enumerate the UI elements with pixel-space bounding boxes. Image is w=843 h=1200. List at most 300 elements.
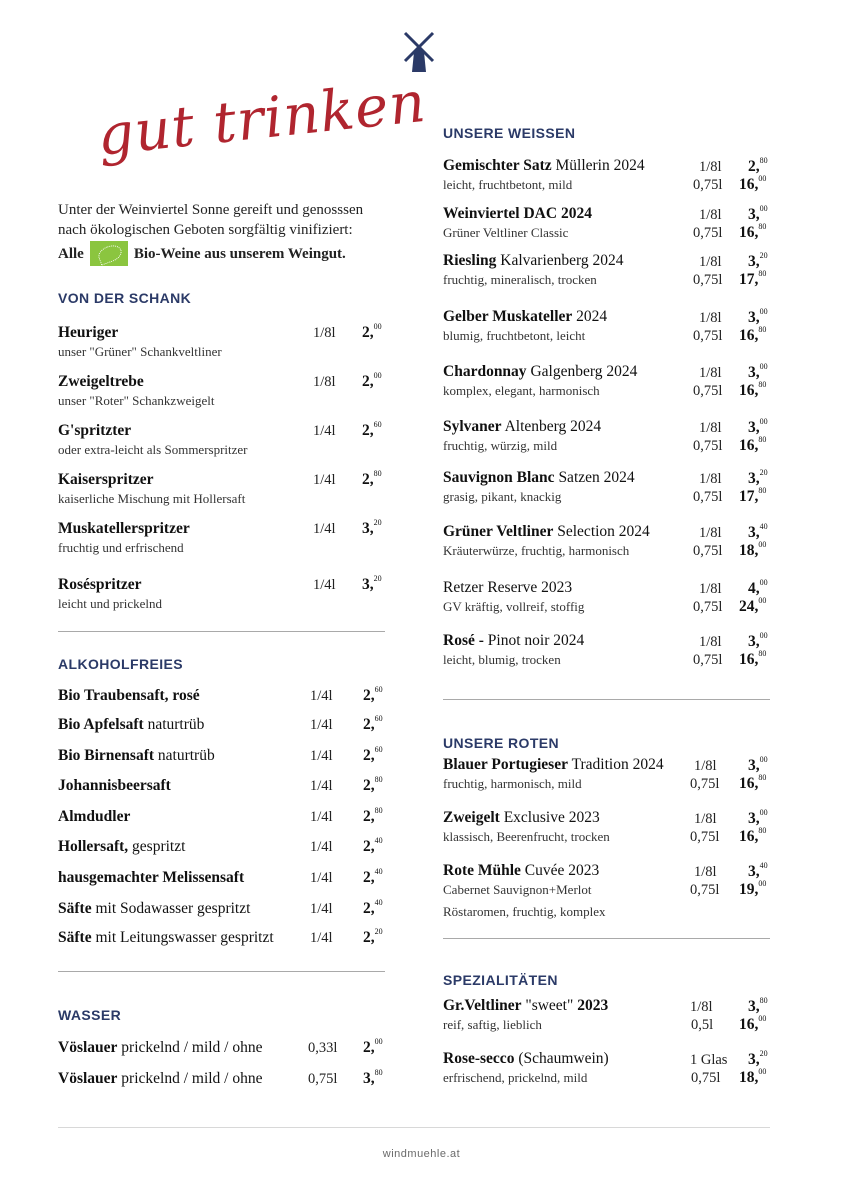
item-name (443, 157, 645, 175)
price-cents: 00 (374, 1037, 383, 1046)
quantity: 0,5l (691, 1017, 714, 1033)
price (362, 576, 382, 594)
price (739, 271, 766, 289)
price-cents: 60 (373, 420, 382, 429)
item-description: Grüner Veltliner Classic (443, 225, 569, 240)
item-name (443, 632, 584, 650)
quantity: 1/8l (699, 159, 722, 175)
intro-text (58, 200, 398, 266)
item-name (58, 687, 200, 705)
quantity: 1/8l (699, 365, 722, 381)
item-description: klassisch, Beerenfrucht, trocken (443, 829, 610, 844)
item-name-bold: Zweigelt (443, 809, 500, 826)
price (739, 651, 766, 669)
item-name-bold: Blauer Portugieser (443, 756, 568, 773)
quantity: 1/4l (310, 839, 333, 855)
price-cents: 80 (758, 269, 767, 278)
list-item (443, 469, 635, 505)
price (739, 382, 766, 400)
item-name-rest: gespritzt (128, 838, 186, 855)
price (739, 437, 766, 455)
price-cents: 20 (373, 518, 382, 527)
price (363, 838, 383, 856)
list-item (58, 687, 200, 705)
price (739, 327, 766, 345)
price-cents: 00 (758, 879, 767, 888)
item-name (443, 1050, 609, 1068)
price (363, 687, 383, 705)
quantity: 0,75l (693, 652, 723, 668)
item-name-rest: prickelnd / mild / ohne (117, 1070, 263, 1087)
section-heading-spezial: SPEZIALITÄTEN (443, 972, 558, 988)
section-heading-alkoholfrei: ALKOHOLFREIES (58, 656, 183, 672)
item-name-rest: naturtrüb (143, 716, 205, 733)
item-name-bold: Bio Apfelsaft (58, 716, 144, 733)
list-item (58, 716, 204, 734)
list-item (58, 747, 215, 765)
price-main: 16, (739, 176, 759, 194)
item-description: Röstaromen, fruchtig, komplex (443, 904, 606, 919)
price-cents: 40 (759, 522, 768, 531)
price-cents: 80 (758, 826, 767, 835)
price (739, 176, 766, 194)
quantity: 0,75l (308, 1071, 338, 1087)
item-name-bold: Roséspritzer (58, 576, 142, 593)
item-name-rest: "sweet" (521, 997, 578, 1014)
item-name-bold: Kaiserspritzer (58, 471, 154, 488)
list-item (443, 252, 624, 288)
price-main: 3, (362, 576, 374, 594)
item-description: kaiserliche Mischung mit Hollersaft (58, 491, 246, 506)
price-main: 2, (363, 777, 375, 795)
price-main: 16, (739, 382, 759, 400)
price-main: 2, (363, 838, 375, 856)
price (739, 775, 766, 793)
quantity: 0,75l (693, 543, 723, 559)
price-main: 3, (748, 810, 760, 828)
item-name-rest: Tradition 2024 (567, 756, 664, 773)
item-name-bold: G'spritzter (58, 422, 132, 439)
price-main: 2, (362, 324, 374, 342)
price (739, 1069, 766, 1087)
price (739, 1016, 766, 1034)
item-name (58, 747, 215, 765)
divider (58, 971, 385, 972)
item-name-bold: Gemischter Satz (443, 157, 552, 174)
item-name (58, 422, 248, 440)
item-name-bold: Zweigeltrebe (58, 373, 144, 390)
price-main: 2, (362, 422, 374, 440)
price-cents: 00 (758, 540, 767, 549)
price-main: 2, (362, 373, 374, 391)
price-main: 3, (748, 757, 760, 775)
price-cents: 40 (374, 867, 383, 876)
price-cents: 40 (759, 861, 768, 870)
item-name (443, 469, 635, 487)
item-name (58, 1070, 263, 1088)
price (739, 881, 766, 899)
quantity: 0,75l (690, 882, 720, 898)
quantity: 1/8l (699, 525, 722, 541)
item-description: grasig, pikant, knackig (443, 489, 562, 504)
quantity: 0,75l (693, 599, 723, 615)
item-name (58, 471, 245, 489)
price-main: 2, (363, 869, 375, 887)
quantity: 1/4l (310, 778, 333, 794)
price-main: 16, (739, 651, 759, 669)
item-description: fruchtig, harmonisch, mild (443, 776, 582, 791)
list-item (443, 809, 610, 845)
item-name-rest: Müllerin 2024 (551, 157, 645, 174)
list-item (58, 1070, 263, 1088)
quantity: 1/8l (699, 207, 722, 223)
list-item (58, 324, 222, 360)
price-main: 2, (363, 929, 375, 947)
price (739, 488, 766, 506)
price-cents: 80 (759, 996, 768, 1005)
item-name-rest: Cuvée 2023 (520, 862, 600, 879)
section-heading-wasser: WASSER (58, 1007, 122, 1023)
quantity: 0,75l (691, 1070, 721, 1086)
list-item (58, 869, 244, 887)
item-name-bold: Vöslauer (58, 1039, 118, 1056)
item-description: leicht und prickelnd (58, 596, 162, 611)
price-main: 2, (748, 158, 760, 176)
item-name (58, 929, 274, 947)
price (739, 224, 766, 242)
quantity: 0,75l (693, 177, 723, 193)
item-description: Cabernet Sauvignon+Merlot (443, 882, 592, 897)
section-heading-rote: UNSERE ROTEN (443, 735, 560, 751)
item-name (443, 418, 601, 436)
quantity: 1/4l (310, 688, 333, 704)
list-item (58, 929, 274, 947)
price-cents: 40 (374, 898, 383, 907)
price-cents: 80 (758, 773, 767, 782)
item-name-bold: Rose-secco (443, 1050, 515, 1067)
eu-bio-leaf-icon (90, 241, 128, 266)
quantity: 0,75l (693, 489, 723, 505)
price-cents: 00 (759, 307, 768, 316)
price (363, 777, 383, 795)
quantity: 1 Glas (690, 1052, 728, 1068)
price-main: 3, (748, 253, 760, 271)
price-cents: 80 (758, 325, 767, 334)
price-main: 2, (363, 808, 375, 826)
price-main: 3, (362, 520, 374, 538)
price-main: 17, (739, 488, 759, 506)
quantity: 1/4l (313, 577, 336, 593)
item-name-bold: Vöslauer (58, 1070, 118, 1087)
quantity: 1/4l (313, 521, 336, 537)
item-name-rest: Satzen 2024 (554, 469, 635, 486)
item-description: Kräuterwürze, fruchtig, harmonisch (443, 543, 630, 558)
price-cents: 00 (759, 808, 768, 817)
quantity: 1/8l (699, 471, 722, 487)
price-cents: 00 (373, 322, 382, 331)
item-name-rest: mit Leitungswasser gespritzt (91, 929, 274, 946)
price-cents: 80 (758, 649, 767, 658)
price (363, 747, 383, 765)
price (362, 324, 382, 342)
price-cents: 00 (758, 1067, 767, 1076)
price-main: 3, (748, 633, 760, 651)
item-name-bold: Rosé - (443, 632, 488, 649)
item-name-bold: Grüner Veltliner (443, 523, 554, 540)
price-cents: 20 (759, 468, 768, 477)
item-description: unser "Roter" Schankzweigelt (58, 393, 215, 408)
price-main: 3, (363, 1070, 375, 1088)
section-heading-schank: VON DER SCHANK (58, 290, 192, 306)
price-cents: 00 (758, 174, 767, 183)
list-item (58, 520, 190, 556)
price-cents: 00 (759, 204, 768, 213)
price-cents: 80 (758, 380, 767, 389)
item-name (443, 997, 608, 1015)
item-name-rest: naturtrüb (154, 747, 215, 764)
price (739, 542, 766, 560)
intro-line-3-post: Bio-Weine aus unserem Weingut. (133, 245, 346, 262)
list-item (443, 418, 601, 454)
price (363, 1070, 383, 1088)
item-name (58, 900, 250, 918)
price-main: 3, (748, 1051, 760, 1069)
windmill-logo-icon (402, 30, 436, 74)
price-cents: 80 (759, 156, 768, 165)
item-name-bold: Sauvignon Blanc (443, 469, 555, 486)
item-description: reif, saftig, lieblich (443, 1017, 542, 1032)
price-cents: 00 (759, 417, 768, 426)
price (363, 808, 383, 826)
item-description: fruchtig, mineralisch, trocken (443, 272, 597, 287)
price-main: 3, (748, 419, 760, 437)
item-name (58, 324, 222, 342)
item-description: blumig, fruchtbetont, leicht (443, 328, 586, 343)
list-item (443, 997, 608, 1033)
price-main: 2, (363, 1039, 375, 1057)
item-name (58, 777, 171, 795)
item-name (443, 205, 592, 223)
price-cents: 00 (758, 596, 767, 605)
price-cents: 00 (759, 578, 768, 587)
price-main: 18, (739, 1069, 759, 1087)
price (362, 422, 382, 440)
price-cents: 80 (374, 806, 383, 815)
item-name (443, 756, 664, 774)
price (363, 1039, 383, 1057)
price-main: 16, (739, 327, 759, 345)
price (363, 929, 383, 947)
price (362, 471, 382, 489)
price-main: 2, (363, 747, 375, 765)
price-cents: 80 (374, 1068, 383, 1077)
price-cents: 00 (759, 362, 768, 371)
item-name-rest: mit Sodawasser gespritzt (91, 900, 251, 917)
item-name-rest: Selection 2024 (553, 523, 650, 540)
price-cents: 00 (758, 1014, 767, 1023)
price-main: 3, (748, 863, 760, 881)
item-name (58, 716, 204, 734)
quantity: 1/8l (699, 420, 722, 436)
page-title: gut trinken (94, 69, 430, 169)
list-item (443, 632, 584, 668)
intro-line-3 (58, 241, 398, 266)
price-main: 4, (748, 580, 760, 598)
quantity: 0,75l (693, 225, 723, 241)
item-name (443, 252, 624, 270)
price-main: 2, (363, 900, 375, 918)
quantity: 0,75l (693, 383, 723, 399)
quantity: 1/4l (313, 472, 336, 488)
item-description: fruchtig, würzig, mild (443, 438, 558, 453)
price-cents: 00 (759, 755, 768, 764)
quantity: 0,75l (693, 272, 723, 288)
item-name-rest: 2024 (572, 308, 608, 325)
price-main: 3, (748, 364, 760, 382)
item-name (443, 363, 637, 381)
price-cents: 20 (374, 927, 383, 936)
item-name (443, 862, 605, 880)
list-item (58, 576, 162, 612)
price-main: 17, (739, 271, 759, 289)
price-cents: 80 (758, 222, 767, 231)
item-description: fruchtig und erfrischend (58, 540, 184, 555)
quantity: 1/8l (699, 310, 722, 326)
item-description: erfrischend, prickelnd, mild (443, 1070, 588, 1085)
price-cents: 40 (374, 836, 383, 845)
divider (58, 631, 385, 632)
price-main: 16, (739, 1016, 759, 1034)
price-main: 2, (363, 716, 375, 734)
price-cents: 60 (374, 745, 383, 754)
list-item (58, 471, 245, 507)
list-item (58, 1039, 263, 1057)
item-name (58, 1039, 263, 1057)
list-item (443, 1050, 609, 1086)
quantity: 1/4l (310, 870, 333, 886)
quantity: 1/4l (310, 901, 333, 917)
item-name-bold: Johannisbeersaft (58, 777, 171, 794)
item-name-bold: Heuriger (58, 324, 119, 341)
divider (443, 699, 770, 700)
price-cents: 80 (758, 486, 767, 495)
quantity: 1/4l (310, 717, 333, 733)
quantity: 1/8l (699, 634, 722, 650)
item-name-rest: (Schaumwein) (514, 1050, 609, 1067)
price-cents: 00 (373, 371, 382, 380)
list-item (443, 579, 584, 615)
intro-line-1: Unter der Weinviertel Sonne gereift und genosssen (58, 202, 364, 218)
list-item (443, 363, 637, 399)
price-cents: 20 (373, 574, 382, 583)
item-name-bold: Hollersaft, (58, 838, 129, 855)
price (363, 869, 383, 887)
quantity: 0,75l (693, 438, 723, 454)
list-item (443, 756, 664, 792)
item-name (58, 373, 214, 391)
item-name (58, 520, 190, 538)
price-main: 18, (739, 542, 759, 560)
item-name-bold: Säfte (58, 900, 92, 917)
item-name-bold: Gelber Muskateller (443, 308, 573, 325)
item-name-bold: Muskatellerspritzer (58, 520, 190, 537)
item-name-bold: Weinviertel DAC 2024 (443, 205, 592, 222)
list-item (443, 157, 645, 193)
quantity: 1/8l (699, 581, 722, 597)
item-name-rest: prickelnd / mild / ohne (117, 1039, 263, 1056)
item-name-rest: Pinot noir 2024 (487, 632, 585, 649)
price-main: 3, (748, 309, 760, 327)
list-item (58, 373, 214, 409)
price (739, 828, 766, 846)
price-main: 2, (363, 687, 375, 705)
quantity: 1/8l (313, 374, 336, 390)
price-cents: 20 (759, 251, 768, 260)
item-name-rest: Retzer Reserve 2023 (443, 579, 573, 596)
quantity: 1/4l (310, 930, 333, 946)
item-name-bold: Chardonnay (443, 363, 527, 380)
item-name-bold: Bio Birnensaft (58, 747, 155, 764)
quantity: 1/8l (313, 325, 336, 341)
list-item (443, 205, 592, 241)
list-item (443, 862, 605, 920)
item-description: komplex, elegant, harmonisch (443, 383, 600, 398)
item-name (443, 579, 584, 597)
item-description: oder extra-leicht als Sommerspritzer (58, 442, 248, 457)
price-main: 24, (739, 598, 759, 616)
item-name-bold: Rote Mühle (443, 862, 521, 879)
item-name (443, 523, 650, 541)
divider (443, 938, 770, 939)
item-name-bold: 2023 (577, 997, 609, 1014)
item-name-rest: Altenberg 2024 (501, 418, 602, 435)
quantity: 0,33l (308, 1040, 338, 1056)
quantity: 0,75l (690, 776, 720, 792)
price-cents: 80 (758, 435, 767, 444)
item-name-bold: Säfte (58, 929, 92, 946)
section-heading-weisse: UNSERE WEISSEN (443, 125, 576, 141)
item-description: unser "Grüner" Schankveltliner (58, 344, 222, 359)
item-name (58, 838, 185, 856)
item-name (443, 308, 607, 326)
item-name (58, 869, 244, 887)
price-main: 3, (748, 206, 760, 224)
price-cents: 80 (373, 469, 382, 478)
quantity: 0,75l (693, 328, 723, 344)
item-name-bold: Bio Traubensaft, rosé (58, 687, 200, 704)
quantity: 1/8l (694, 811, 717, 827)
list-item (443, 523, 650, 559)
list-item (58, 777, 171, 795)
price-main: 16, (739, 828, 759, 846)
item-name-rest: Kalvarienberg 2024 (496, 252, 624, 269)
price-cents: 20 (759, 1049, 768, 1058)
item-name-rest: Exclusive 2023 (499, 809, 600, 826)
price-main: 3, (748, 470, 760, 488)
item-name (58, 576, 162, 594)
price-cents: 00 (759, 631, 768, 640)
intro-line-2: nach ökologischen Geboten sorgfältig vinifiziert: (58, 222, 353, 238)
price-main: 16, (739, 775, 759, 793)
price (739, 598, 766, 616)
quantity: 1/8l (699, 254, 722, 270)
item-name-bold: Sylvaner (443, 418, 502, 435)
quantity: 1/4l (310, 748, 333, 764)
quantity: 1/8l (694, 758, 717, 774)
list-item (58, 838, 185, 856)
quantity: 0,75l (690, 829, 720, 845)
price-main: 2, (362, 471, 374, 489)
